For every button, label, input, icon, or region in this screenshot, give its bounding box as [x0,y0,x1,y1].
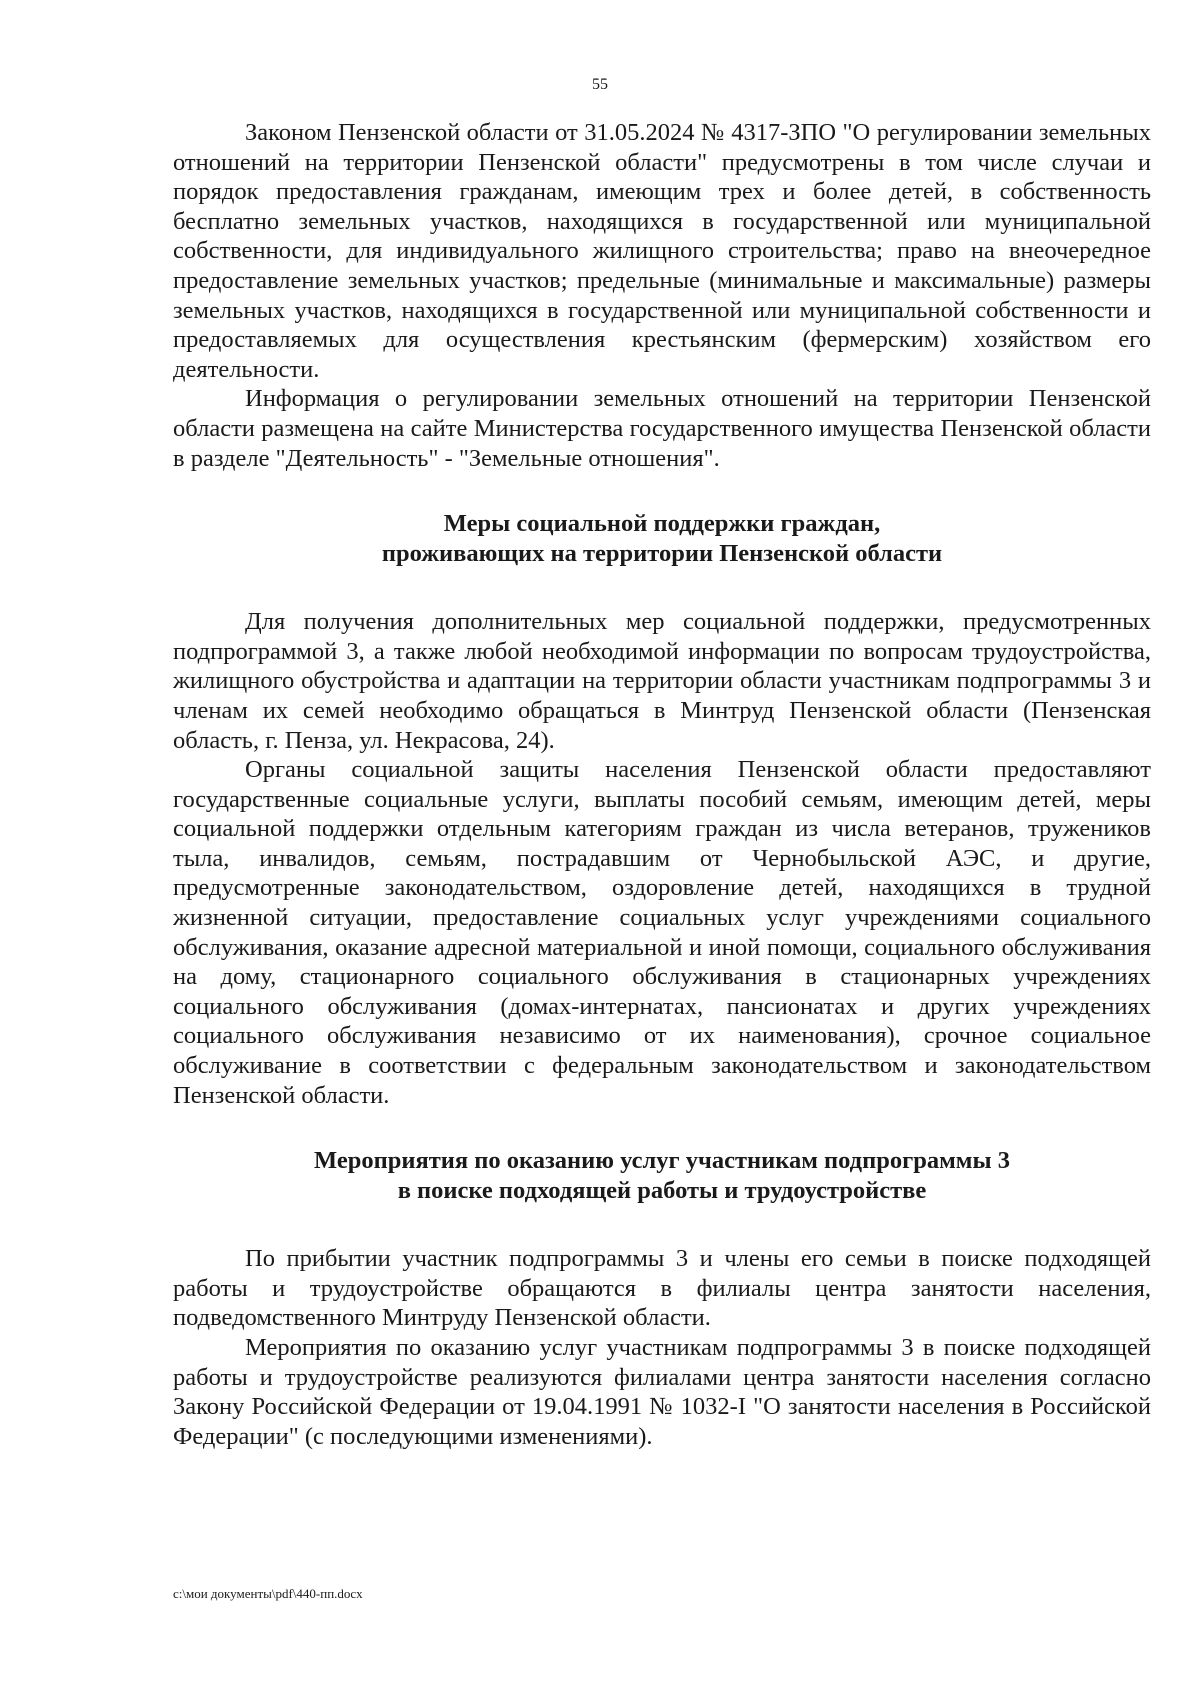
section-heading-employment: Мероприятия по оказанию услуг участникам подпрограммы 3 в поиске подходящей работы и трудоустройстве [314,1147,1010,1205]
paragraph-mintrud-contact: Для получения дополнительных мер социальной поддержки, предусмотренных подпрограммой 3, а также любой необходимой информации по вопросам трудоустройства, жилищного обустройства и адаптации на территории области участникам подпрограммы 3 и членам их семей необходимо обращаться в Минтруд Пензенской области (Пензенская область, г. Пенза, ул. Некрасова, 24). [173,608,1151,754]
paragraph-employment-measures: Мероприятия по оказанию услуг участникам подпрограммы 3 в поиске подходящей работы и трудоустройстве реализуются филиалами центра занятости населения согласно Закону Российской Федерации от 19.04.1991 № 1032-I "О занятости населения в Российской Федерации" (с последующими изменениями). [173,1334,1151,1450]
paragraph-arrival: По прибытии участник подпрограммы 3 и члены его семьи в поиске подходящей работы и трудоустройстве обращаются в филиалы центра занятости населения, подведомственного Минтруду Пензенской области. [173,1245,1151,1332]
paragraph-social-protection: Органы социальной защиты населения Пензенской области предоставляют государственные социальные услуги, выплаты пособий семьям, имеющим детей, меры социальной поддержки отдельным категориям граждан из числа ветеранов, тружеников тыла, инвалидов, семьям, пострадавшим от Чернобыльской АЭС, и другие, предусмотренные законодательством, оздоровление детей, находящихся в трудной жизненной ситуации, предоставление социальных услуг учреждениями социального обслуживания, оказание адресной материальной и иной помощи, социального обслуживания на дому, стационарного социального обслуживания в стационарных учреждениях социального обслуживания (домах-интернатах, пансионатах и других учреждениях социального обслуживания независимо от их наименования), срочное социальное обслуживание в соответствии с федеральным законодательством и законодательством Пензенской области. [173,756,1151,1109]
paragraph-land-law: Законом Пензенской области от 31.05.2024 № 4317-ЗПО "О регулировании земельных отношений на территории Пензенской области" предусмотрены в том числе случаи и порядок предоставления гражданам, имеющим трех и более детей, в собственность бесплатно земельных участков, находящихся в государственной или муниципальной собственности, для индивидуального жилищного строительства; право на внеочередное предоставление земельных участков; предельные (минимальные и максимальные) размеры земельных участков, находящихся в государственной или муниципальной собственности и предоставляемых для осуществления крестьянским (фермерским) хозяйством его деятельности. [173,119,1151,383]
document-body [173,118,1151,1451]
page-number: 55 [592,76,608,93]
paragraph-land-info: Информация о регулировании земельных отношений на территории Пензенской области размещена на сайте Министерства государственного имущества Пензенской области в разделе "Деятельность" - "Земельные отношения". [173,385,1151,472]
section-heading-social-support: Меры социальной поддержки граждан, проживающих на территории Пензенской области [381,510,943,568]
footer-file-path: c:\мои документы\pdf\440-пп.docx [173,1586,363,1601]
